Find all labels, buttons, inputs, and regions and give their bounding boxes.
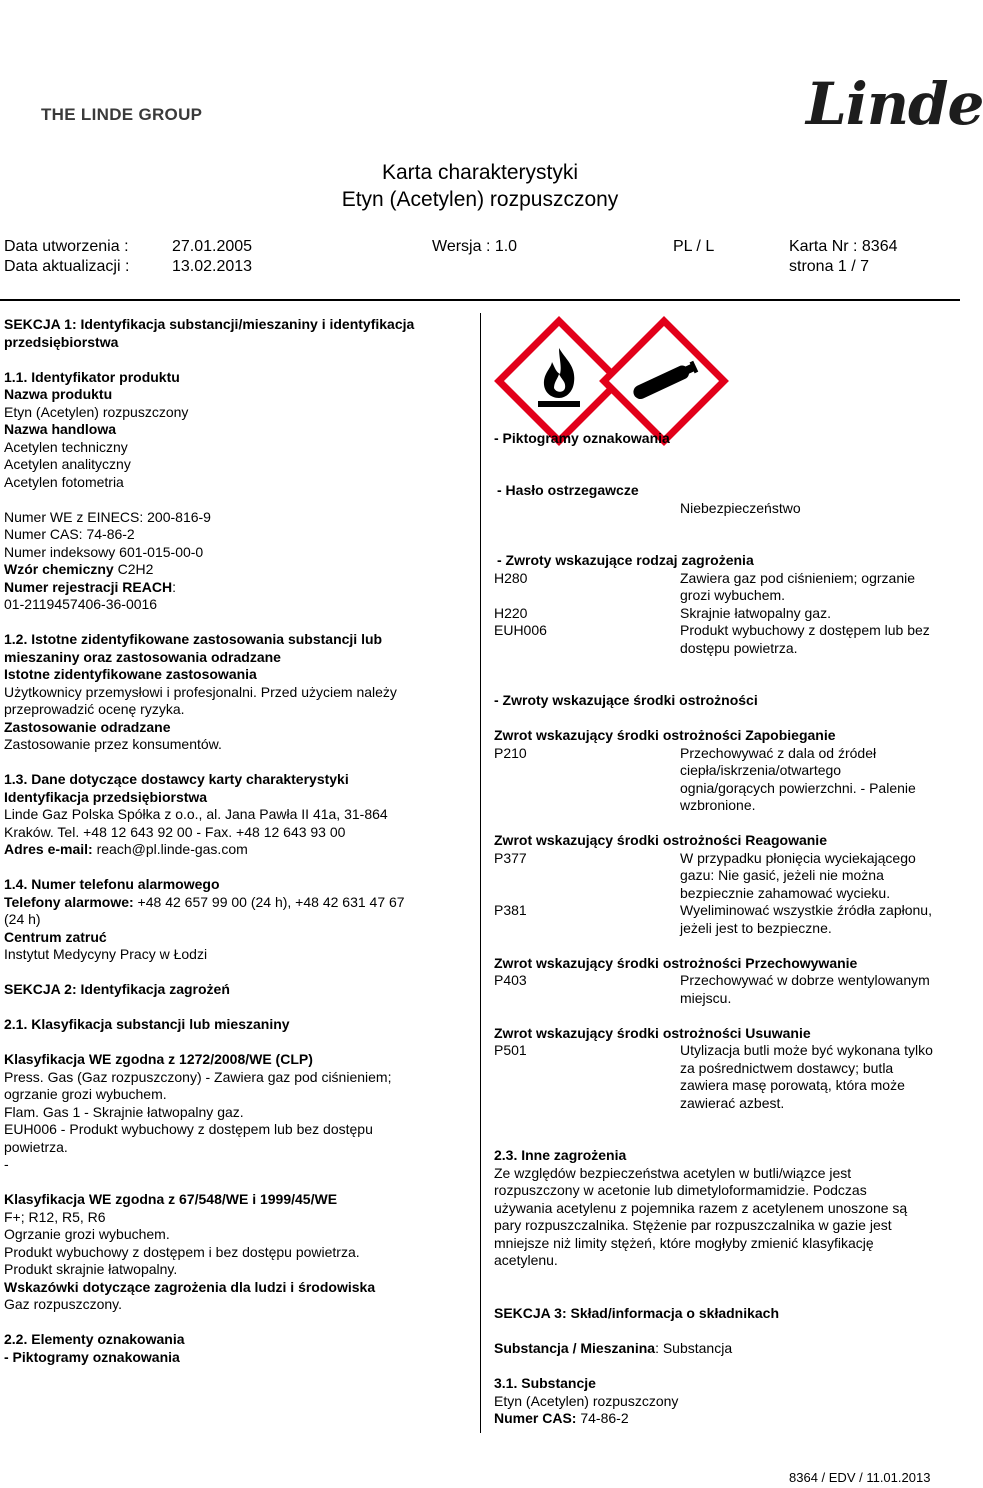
- p403-text-1: Przechowywać w dobrze wentylowanym: [680, 972, 930, 988]
- identified-uses-label: Istotne zidentyfikowane zastosowania: [4, 666, 257, 682]
- index-number: Numer indeksowy 601-015-00-0: [4, 544, 204, 560]
- substance-mixture-line: [494, 1340, 732, 1357]
- company-id-label: Identyfikacja przedsiębiorstwa: [4, 789, 208, 805]
- h280-text-1: Zawiera gaz pod ciśnieniem; ogrzanie: [680, 570, 916, 586]
- ec-number: Numer WE z EINECS: 200-816-9: [4, 509, 211, 525]
- trade-name-2: Acetylen analityczny: [4, 456, 131, 472]
- signal-word-label: - Hasło ostrzegawcze: [497, 482, 639, 498]
- trade-name-1: Acetylen techniczny: [4, 439, 128, 455]
- clp-line-1: Press. Gas (Gaz rozpuszczony) - Zawiera gaz pod ciśnieniem;: [4, 1069, 392, 1085]
- p501-code: P501: [494, 1042, 527, 1058]
- document-subtitle: Etyn (Acetylen) rozpuszczony: [341, 188, 619, 211]
- p381-code: P381: [494, 902, 527, 918]
- hazard-statements-label: - Zwroty wskazujące rodzaj zagrożenia: [497, 552, 754, 568]
- updated-value: 13.02.2013: [172, 258, 253, 275]
- disposal-label: Zwrot wskazujący środki ostrożności Usuwanie: [494, 1025, 811, 1041]
- euh006-text-2: dostępu powietrza.: [680, 640, 798, 656]
- clp-line-5: powietrza.: [4, 1139, 68, 1155]
- page-number: strona 1 / 7: [789, 258, 870, 275]
- email-label: Adres e-mail:: [4, 841, 93, 857]
- p210-text-3: ognia/gorących powierzchni. - Palenie: [680, 780, 916, 796]
- cas-number: Numer CAS: 74-86-2: [4, 526, 135, 542]
- p210-code: P210: [494, 745, 527, 761]
- other-hazards-1: Ze względów bezpieczeństwa acetylen w butli/wiązce jest: [494, 1165, 852, 1181]
- document-title: Karta charakterystyki: [381, 161, 579, 184]
- hazard-guidance-text: Gaz rozpuszczony.: [4, 1296, 123, 1312]
- column-divider: [480, 313, 481, 1433]
- section-1-heading: SEKCJA 1: Identyfikacja substancji/mieszaniny i identyfikacja: [4, 316, 415, 332]
- footer-reference: 8364 / EDV / 11.01.2013: [789, 1470, 931, 1485]
- signal-word-value: Niebezpieczeństwo: [680, 500, 801, 516]
- identified-uses-text-cont: przeprowadzić ocenę ryzyka.: [4, 701, 185, 717]
- response-label: Zwrot wskazujący środki ostrożności Reagowanie: [494, 832, 827, 848]
- p377-text-3: bezpiecznie zahamować wycieku.: [680, 885, 891, 901]
- card-number: Karta Nr : 8364: [789, 238, 898, 255]
- substance-cas-line: [494, 1410, 629, 1427]
- h220-code: H220: [494, 605, 528, 621]
- dsd-classification-label: Klasyfikacja WE zgodna z 67/548/WE i 1999/45/WE: [4, 1191, 338, 1207]
- p501-text-4: zawierać azbest.: [680, 1095, 785, 1111]
- company-email-line: [4, 841, 248, 858]
- subsection-1-2-heading-cont: mieszaniny oraz zastosowania odradzane: [4, 649, 281, 665]
- language: PL / L: [673, 238, 715, 255]
- p377-code: P377: [494, 850, 527, 866]
- prevention-label: Zwrot wskazujący środki ostrożności Zapobieganie: [494, 727, 836, 743]
- section-3-heading: SEKCJA 3: Skład/informacja o składnikach: [494, 1305, 780, 1321]
- clp-classification-label: Klasyfikacja WE zgodna z 1272/2008/WE (CLP): [4, 1051, 313, 1067]
- substance-name: Etyn (Acetylen) rozpuszczony: [494, 1393, 679, 1409]
- chemical-formula-label: Wzór chemiczny: [4, 561, 114, 577]
- substance-cas-label: Numer CAS:: [494, 1410, 577, 1426]
- p501-text-3: zawiera masę porowatą, która może: [680, 1077, 905, 1093]
- other-hazards-6: acetylenu.: [494, 1252, 558, 1268]
- p210-text-2: ciepła/iskrzenia/otwartego: [680, 762, 842, 778]
- subsection-3-1-heading: 3.1. Substancje: [494, 1375, 596, 1391]
- p210-text-1: Przechowywać z dala od źródeł: [680, 745, 877, 761]
- dsd-line-4: Produkt skrajnie łatwopalny.: [4, 1261, 178, 1277]
- poison-center-label: Centrum zatruć: [4, 929, 107, 945]
- subsection-2-2-heading: 2.2. Elementy oznakowania: [4, 1331, 185, 1347]
- other-hazards-2: rozpuszczony w acetonie lub dimetyloformamidzie. Podczas: [494, 1182, 867, 1198]
- product-name-label: Nazwa produktu: [4, 386, 113, 402]
- pictograms-label: - Piktogramy oznakowania: [494, 430, 670, 446]
- subsection-1-4-heading: 1.4. Numer telefonu alarmowego: [4, 876, 220, 892]
- chemical-formula-value: C2H2: [113, 561, 154, 577]
- dsd-line-3: Produkt wybuchowy z dostępem i bez dostępu powietrza.: [4, 1244, 360, 1260]
- p381-text-2: jeżeli jest to bezpieczne.: [680, 920, 832, 936]
- section-1-heading-cont: przedsiębiorstwa: [4, 334, 119, 350]
- p377-text-2: gazu: Nie gasić, jeżeli nie można: [680, 867, 884, 883]
- header-divider: [0, 299, 960, 301]
- subsection-1-1-heading: 1.1. Identyfikator produktu: [4, 369, 180, 385]
- euh006-code: EUH006: [494, 622, 547, 638]
- uses-advised-against-label: Zastosowanie odradzane: [4, 719, 171, 735]
- p501-text-2: za pośrednictwem dostawcy; butla: [680, 1060, 894, 1076]
- email-value: reach@pl.linde-gas.com: [92, 841, 248, 857]
- dsd-line-1: F+; R12, R5, R6: [4, 1209, 106, 1225]
- other-hazards-3: używania acetylenu z pojemnika razem z acetylenem unoszone są: [494, 1200, 908, 1216]
- p403-code: P403: [494, 972, 527, 988]
- p210-text-4: wzbronione.: [680, 797, 756, 813]
- p501-text-1: Utylizacja butli może być wykonana tylko: [680, 1042, 933, 1058]
- updated-label: Data aktualizacji :: [4, 258, 130, 275]
- clp-line-3: Flam. Gas 1 - Skrajnie łatwopalny gaz.: [4, 1104, 244, 1120]
- p403-text-2: miejscu.: [680, 990, 732, 1006]
- h280-code: H280: [494, 570, 528, 586]
- h220-text: Skrajnie łatwopalny gaz.: [680, 605, 831, 621]
- h280-text-2: grozi wybuchem.: [680, 587, 786, 603]
- uses-advised-against-text: Zastosowanie przez konsumentów.: [4, 736, 222, 752]
- substance-cas-value: 74-86-2: [576, 1410, 629, 1426]
- reach-number-label-line: [4, 579, 176, 596]
- identified-uses-text: Użytkownicy przemysłowi i profesjonalni. Przed użyciem należy: [4, 684, 397, 700]
- p377-text-1: W przypadku płonięcia wyciekającego: [680, 850, 916, 866]
- gas-cylinder-pictogram-icon: [601, 318, 727, 444]
- emergency-phone-line: [4, 894, 405, 911]
- trade-name-label: Nazwa handlowa: [4, 421, 117, 437]
- clp-line-4: EUH006 - Produkt wybuchowy z dostępem lub bez dostępu: [4, 1121, 373, 1137]
- linde-group-logo-text: THE LINDE GROUP: [41, 105, 203, 124]
- precaution-statements-label: - Zwroty wskazujące środki ostrożności: [494, 692, 758, 708]
- created-value: 27.01.2005: [172, 238, 253, 255]
- reach-number: 01-2119457406-36-0016: [4, 596, 158, 612]
- euh006-text-1: Produkt wybuchowy z dostępem lub bez: [680, 622, 930, 638]
- substance-mixture-label: Substancja / Mieszanina: [494, 1340, 656, 1356]
- subsection-2-3-heading: 2.3. Inne zagrożenia: [494, 1147, 627, 1163]
- subsection-1-2-heading: 1.2. Istotne zidentyfikowane zastosowania substancji lub: [4, 631, 383, 647]
- pictograms-label-left: - Piktogramy oznakowania: [4, 1349, 180, 1365]
- subsection-1-3-heading: 1.3. Dane dotyczące dostawcy karty charakterystyki: [4, 771, 349, 787]
- version: Wersja : 1.0: [432, 238, 518, 255]
- p381-text-1: Wyeliminować wszystkie źródła zapłonu,: [680, 902, 932, 918]
- substance-mixture-value: : Substancja: [655, 1340, 733, 1356]
- linde-logo: Linde: [806, 70, 983, 138]
- company-phone: Kraków. Tel. +48 12 643 92 00 - Fax. +48 12 643 93 00: [4, 824, 346, 840]
- reach-number-label: Numer rejestracji REACH: [4, 579, 173, 595]
- other-hazards-5: mniejsze niż limity stężeń, które mogłyby zmienić klasyfikację: [494, 1235, 874, 1251]
- subsection-2-1-heading: 2.1. Klasyfikacja substancji lub mieszaniny: [4, 1016, 290, 1032]
- clp-line-2: ogrzanie grozi wybuchem.: [4, 1086, 167, 1102]
- company-address: Linde Gaz Polska Spółka z o.o., al. Jana Pawła II 41a, 31-864: [4, 806, 388, 822]
- chemical-formula: [4, 561, 153, 578]
- clp-line-6: -: [4, 1156, 9, 1172]
- created-label: Data utworzenia :: [4, 238, 129, 255]
- trade-name-3: Acetylen fotometria: [4, 474, 124, 490]
- storage-label: Zwrot wskazujący środki ostrożności Przechowywanie: [494, 955, 858, 971]
- section-2-heading: SEKCJA 2: Identyfikacja zagrożeń: [4, 981, 230, 997]
- reach-colon: :: [172, 579, 176, 595]
- other-hazards-4: pary rozpuszczalnika. Stężenie par rozpuszczalnika w gazie jest: [494, 1217, 892, 1233]
- dsd-line-2: Ogrzanie grozi wybuchem.: [4, 1226, 170, 1242]
- emergency-phone-label: Telefony alarmowe:: [4, 894, 134, 910]
- emergency-phone-cont: (24 h): [4, 911, 41, 927]
- product-name: Etyn (Acetylen) rozpuszczony: [4, 404, 189, 420]
- poison-center-name: Instytut Medycyny Pracy w Łodzi: [4, 946, 208, 962]
- emergency-phone-value: +48 42 657 99 00 (24 h), +48 42 631 47 67: [133, 894, 405, 910]
- hazard-guidance-label: Wskazówki dotyczące zagrożenia dla ludzi i środowiska: [4, 1279, 376, 1295]
